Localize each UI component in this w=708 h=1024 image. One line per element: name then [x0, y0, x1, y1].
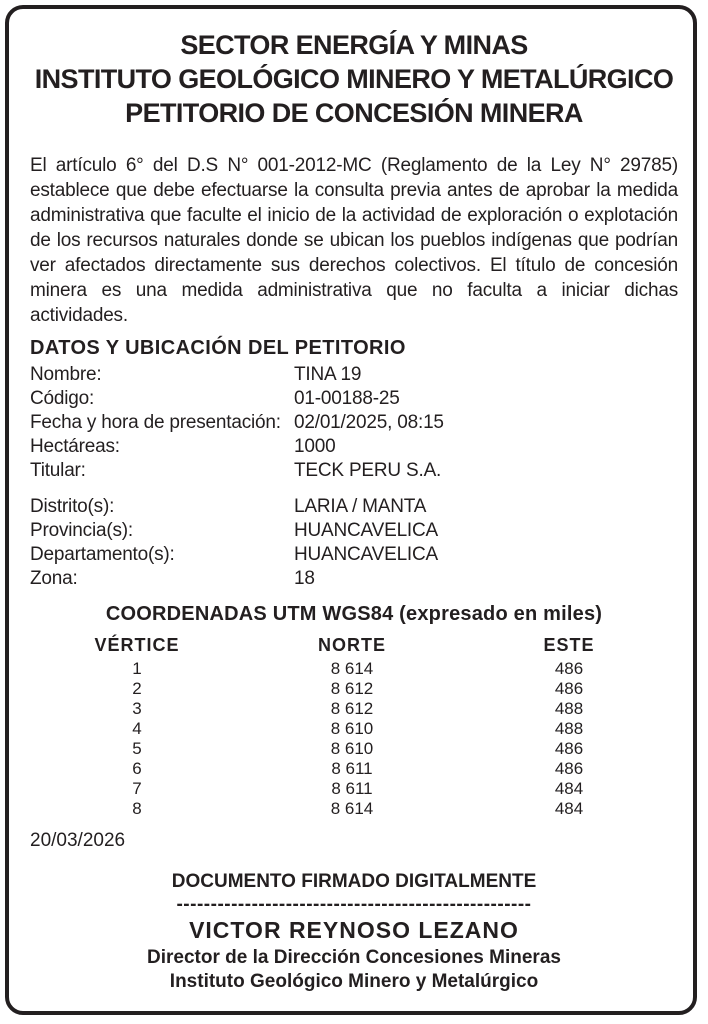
field-row-hectareas: [30, 435, 680, 459]
table-row: [0, 679, 708, 699]
vertex-cell: 4: [132, 719, 142, 738]
column-header-este: ESTE: [543, 635, 595, 655]
field-value: LARIA / MANTA: [294, 496, 427, 517]
document-header: [0, 28, 708, 130]
field-value: 18: [294, 568, 315, 589]
vertex-cell: 5: [132, 739, 142, 758]
vertex-cell: 3: [132, 699, 142, 718]
north-cell: 8 611: [331, 779, 373, 798]
east-cell: 486: [554, 679, 584, 698]
header-institute: INSTITUTO GEOLÓGICO MINERO Y METALÚRGICO: [34, 64, 674, 94]
north-cell: 8 614: [330, 799, 374, 818]
field-value: 01-00188-25: [294, 388, 400, 409]
field-row-zona: [30, 567, 680, 591]
field-row-titular: [30, 459, 680, 483]
column-header-vertice: VÉRTICE: [94, 635, 180, 655]
field-value: HUANCAVELICA: [294, 520, 439, 541]
field-row-nombre: [30, 363, 680, 387]
table-row: [0, 779, 708, 799]
east-cell: 486: [554, 659, 584, 678]
field-label: Zona:: [30, 568, 78, 589]
column-header-norte: NORTE: [318, 635, 386, 655]
east-cell: 484: [554, 779, 584, 798]
table-row: [0, 699, 708, 719]
field-label: Distrito(s):: [30, 496, 115, 517]
field-value: TINA 19: [294, 364, 362, 385]
field-row-fecha: [30, 411, 680, 435]
north-cell: 8 614: [330, 659, 374, 678]
table-row: [0, 759, 708, 779]
north-cell: 8 612: [330, 699, 374, 718]
header-title: PETITORIO DE CONCESIÓN MINERA: [125, 98, 583, 128]
field-value: TECK PERU S.A.: [294, 460, 442, 481]
table-row: [0, 799, 708, 819]
east-cell: 486: [554, 759, 584, 778]
coordinates-title: COORDENADAS UTM WGS84 (expresado en miles): [105, 603, 603, 625]
vertex-cell: 7: [132, 779, 142, 798]
signature-line: ----------------------------------------------------: [176, 894, 532, 915]
north-cell: 8 610: [330, 739, 374, 758]
vertex-cell: 2: [132, 679, 142, 698]
north-cell: 8 611: [331, 759, 373, 778]
header-sector: SECTOR ENERGÍA Y MINAS: [180, 30, 528, 60]
field-row-codigo: [30, 387, 680, 411]
vertex-cell: 1: [132, 659, 142, 678]
field-label: Fecha y hora de presentación:: [30, 412, 281, 433]
signatory-institution: Instituto Geológico Minero y Metalúrgico: [169, 971, 539, 992]
field-label: Código:: [30, 388, 95, 409]
east-cell: 488: [554, 699, 584, 718]
field-label: Nombre:: [30, 364, 102, 385]
field-value: HUANCAVELICA: [294, 544, 439, 565]
field-row-departamento: [30, 543, 680, 567]
field-value: 1000: [294, 436, 336, 457]
publication-date: 20/03/2026: [30, 830, 126, 851]
signatory-position: Director de la Dirección Concesiones Mineras: [147, 947, 561, 968]
fields-group-a: [30, 363, 680, 483]
vertex-cell: 8: [132, 799, 142, 818]
field-row-distrito: [30, 495, 680, 519]
field-label: Provincia(s):: [30, 520, 133, 541]
coordinates-table-body: [0, 659, 708, 819]
fields-group-b: [30, 495, 680, 591]
vertex-cell: 6: [132, 759, 142, 778]
legal-paragraph: El artículo 6° del D.S N° 001-2012-MC (Reglamento de la Ley N° 29785) establece que debe efectuarse la consulta previa antes de aprobar la medida administrativa que faculte el inicio de la actividad de exploración o explotación de los recursos naturales donde se ubican los pueblos indígenas que podrían ver afectados directamente sus derechos colectivos. El título de concesión minera es una medida administrativa que no faculta a iniciar dichas actividades.: [30, 155, 678, 326]
east-cell: 484: [554, 799, 584, 818]
digital-signature-label: DOCUMENTO FIRMADO DIGITALMENTE: [171, 871, 537, 892]
east-cell: 486: [554, 739, 584, 758]
field-label: Hectáreas:: [30, 436, 120, 457]
table-row: [0, 659, 708, 679]
east-cell: 488: [554, 719, 584, 738]
field-label: Titular:: [30, 460, 86, 481]
signatory-name: VICTOR REYNOSO LEZANO: [189, 917, 519, 943]
field-label: Departamento(s):: [30, 544, 175, 565]
field-row-provincia: [30, 519, 680, 543]
signatory-role: [0, 946, 708, 994]
section-title: DATOS Y UBICACIÓN DEL PETITORIO: [30, 337, 406, 359]
field-value: 02/01/2025, 08:15: [294, 412, 444, 433]
table-row: [0, 739, 708, 759]
table-row: [0, 719, 708, 739]
north-cell: 8 612: [330, 679, 374, 698]
north-cell: 8 610: [330, 719, 374, 738]
